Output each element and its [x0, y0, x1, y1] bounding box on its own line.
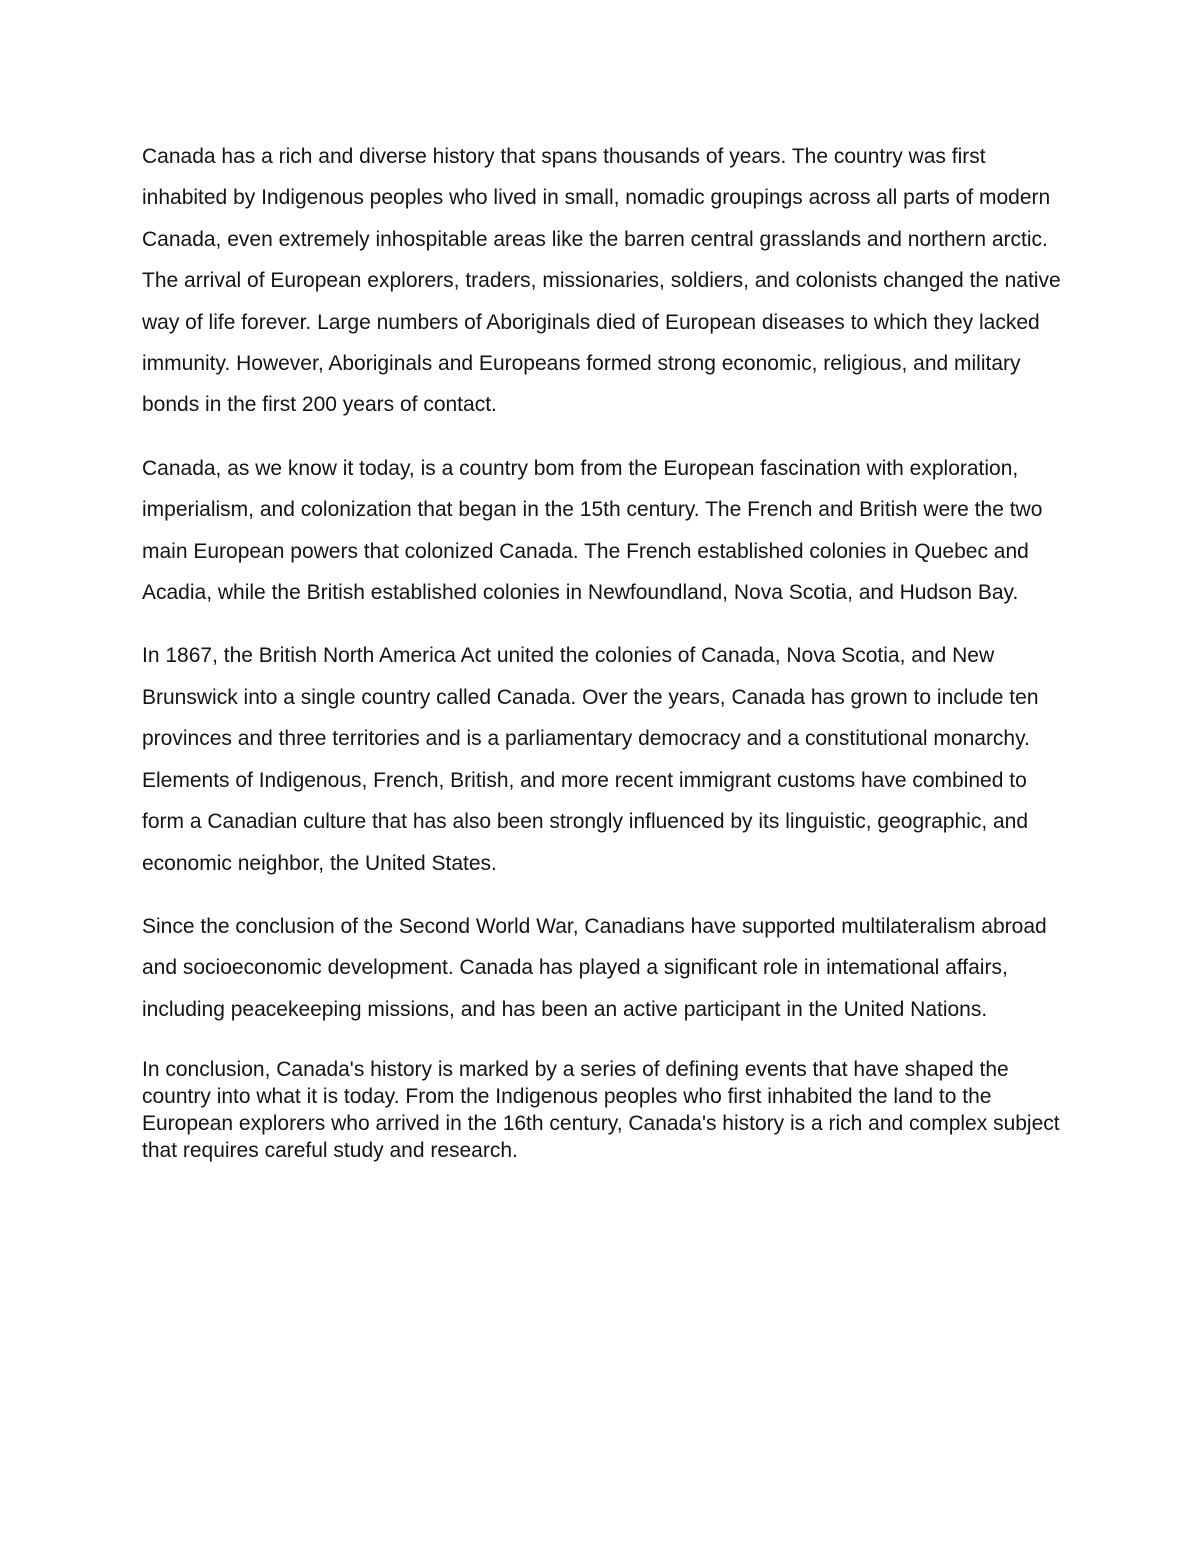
- paragraph-indigenous-history: Canada has a rich and diverse history that spans thousands of years. The country was first inhabited by Indigenous peoples who lived in small, nomadic groupings across all parts of modern Canada, even extremely inhospitable areas like the barren central grasslands and northern arctic. The arrival of European explorers, traders, missionaries, soldiers, and colonists changed the native way of life forever. Large numbers of Aboriginals died of European diseases to which they lacked immunity. However, Aboriginals and Europeans formed strong economic, religious, and military bonds in the first 200 years of contact.: [142, 145, 1061, 417]
- paragraph-postwar: Since the conclusion of the Second World War, Canadians have supported multilateralism abroad and socioeconomic development. Canada has played a significant role in intemational affairs, including peacekeeping missions, and has been an active participant in the United Nations.: [142, 914, 1047, 1021]
- document-page: [142, 136, 1062, 1186]
- paragraph-conclusion: In conclusion, Canada's history is marked by a series of defining events that have shaped the country into what it is today. From the Indigenous peoples who first inhabited the land to the European explorers who arrived in the 16th century, Canada's history is a rich and complex subject that requires careful study and research.: [142, 1058, 1060, 1163]
- paragraph-confederation: In 1867, the British North America Act united the colonies of Canada, Nova Scotia, and New Brunswick into a single country called Canada. Over the years, Canada has grown to include ten provinces and three territories and is a parliamentary democracy and a constitutional monarchy. Elements of Indigenous, French, British, and more recent immigrant customs have combined to form a Canadian culture that has also been strongly influenced by its linguistic, geographic, and economic neighbor, the United States.: [142, 644, 1039, 875]
- paragraph-european-colonization: Canada, as we know it today, is a country bom from the European fascination with exploration, imperialism, and colonization that began in the 15th century. The French and British were the two main European powers that colonized Canada. The French established colonies in Quebec and Acadia, while the British established colonies in Newfoundland, Nova Scotia, and Hudson Bay.: [142, 456, 1043, 605]
